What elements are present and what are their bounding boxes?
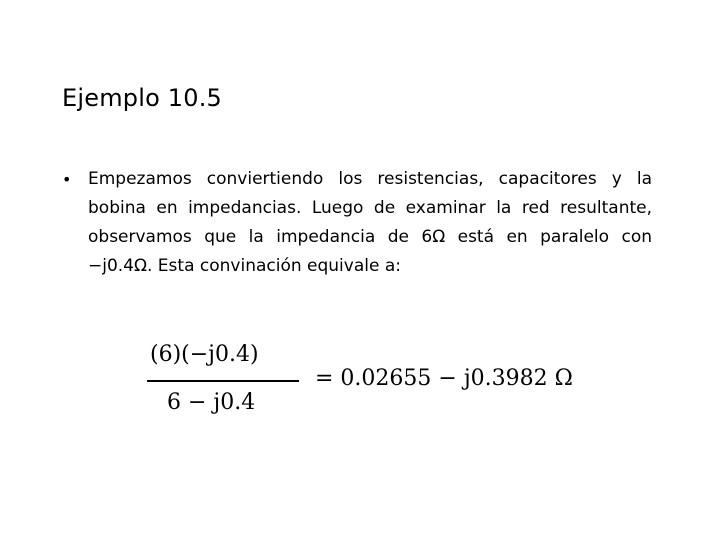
impedance-equation	[145, 340, 650, 430]
fraction	[145, 340, 305, 430]
equation-result: = 0.02655 − j0.3982 Ω	[315, 366, 573, 391]
bullet-item	[62, 165, 658, 281]
fraction-numerator: (6)(−j0.4)	[150, 342, 259, 367]
bullet-icon: •	[62, 170, 72, 189]
fraction-denominator: 6 − j0.4	[167, 390, 256, 415]
bullet-text: Empezamos conviertiendo los resistencias, capacitores y la bobina en impedancias. Luego de examinar la red resultante, observamos que la impedancia de 6Ω está en paralelo con −j0.4Ω. Esta convinación equivale a:	[88, 169, 652, 276]
slide-title: Ejemplo 10.5	[62, 84, 223, 112]
fraction-bar	[147, 380, 299, 382]
